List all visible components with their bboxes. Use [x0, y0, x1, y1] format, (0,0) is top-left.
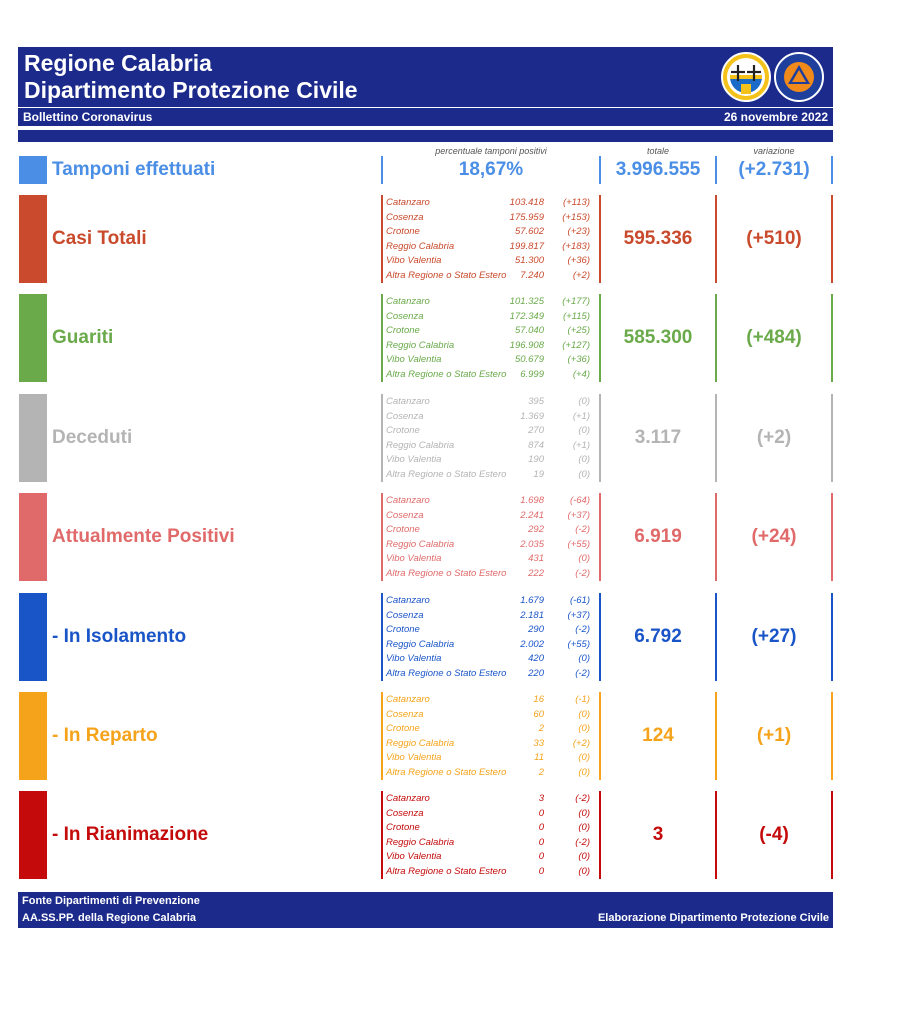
- bulletin-title: Bollettino Coronavirus: [23, 110, 153, 124]
- province-delta: (+37): [567, 509, 590, 521]
- province-delta: (+36): [567, 354, 590, 366]
- province-row: [386, 295, 596, 310]
- footer-asp: AA.SS.PP. della Regione Calabria: [22, 912, 197, 924]
- province-row: [386, 722, 596, 737]
- section-total: 595.336: [623, 228, 693, 249]
- province-delta: (-2): [575, 524, 590, 536]
- province-name: Altra Regione o Stato Estero: [386, 667, 507, 679]
- province-breakdown: [386, 395, 596, 483]
- province-name: Reggio Calabria: [386, 836, 455, 848]
- province-name: Crotone: [386, 624, 420, 636]
- province-breakdown: [386, 792, 596, 880]
- province-delta: (-2): [575, 624, 590, 636]
- province-delta: (+55): [567, 538, 590, 550]
- footer-source: Fonte Dipartimenti di Prevenzione: [22, 895, 200, 907]
- province-row: [386, 468, 596, 483]
- province-value: 2: [538, 723, 544, 735]
- province-name: Vibo Valentia: [386, 653, 442, 665]
- province-value: 874: [528, 439, 544, 451]
- province-row: [386, 638, 596, 653]
- province-row: [386, 737, 596, 752]
- province-delta: (+1): [572, 410, 590, 422]
- province-value: 60: [533, 708, 544, 720]
- section-label: Deceduti: [52, 427, 133, 448]
- province-delta: (-1): [575, 694, 590, 705]
- province-delta: (+113): [562, 197, 590, 208]
- province-name: Altra Regione o Stato Estero: [386, 368, 507, 380]
- province-row: [386, 594, 596, 609]
- province-delta: (0): [578, 752, 590, 764]
- section-total: 124: [642, 725, 674, 746]
- province-value: 1.698: [520, 495, 544, 506]
- province-delta: (0): [578, 468, 590, 480]
- province-name: Vibo Valentia: [386, 851, 442, 863]
- divider: [381, 493, 383, 581]
- province-breakdown: [386, 494, 596, 582]
- province-delta: (+177): [562, 296, 590, 307]
- province-row: [386, 494, 596, 509]
- province-name: Cosenza: [386, 509, 424, 521]
- section-label: - In Rianimazione: [52, 824, 209, 845]
- divider: [381, 294, 383, 382]
- province-delta: (+4): [572, 368, 590, 380]
- province-row: [386, 225, 596, 240]
- province-breakdown: [386, 594, 596, 682]
- province-value: 7.240: [520, 269, 544, 281]
- province-value: 292: [528, 524, 544, 536]
- province-row: [386, 395, 596, 410]
- section-variation: (+24): [751, 526, 797, 547]
- province-value: 57.602: [514, 226, 544, 238]
- province-delta: (+25): [567, 325, 590, 337]
- province-value: 51.300: [514, 255, 544, 267]
- province-row: [386, 240, 596, 255]
- province-value: 395: [528, 396, 544, 407]
- province-name: Altra Regione o Stato Estero: [386, 865, 507, 877]
- section-total: 3.117: [634, 427, 682, 448]
- section-swatch: [19, 593, 47, 681]
- province-delta: (-2): [575, 793, 590, 804]
- tamponi-percent: 18,67%: [458, 159, 524, 180]
- province-row: [386, 254, 596, 269]
- province-value: 6.999: [520, 368, 544, 380]
- province-name: Vibo Valentia: [386, 454, 442, 466]
- province-name: Catanzaro: [386, 694, 430, 705]
- province-row: [386, 836, 596, 851]
- province-row: [386, 693, 596, 708]
- province-delta: (+2): [572, 269, 590, 281]
- province-value: 175.959: [509, 211, 544, 223]
- province-name: Catanzaro: [386, 396, 430, 407]
- province-value: 19: [533, 468, 544, 480]
- province-name: Altra Regione o Stato Estero: [386, 468, 507, 480]
- province-delta: (0): [578, 723, 590, 735]
- province-row: [386, 807, 596, 822]
- province-name: Catanzaro: [386, 296, 430, 307]
- province-value: 101.325: [509, 296, 544, 307]
- province-delta: (-2): [575, 836, 590, 848]
- tamponi-swatch: [19, 156, 47, 184]
- province-delta: (0): [578, 865, 590, 877]
- province-name: Catanzaro: [386, 793, 430, 804]
- province-value: 420: [528, 653, 544, 665]
- divider: [831, 156, 833, 184]
- section-total: 6.792: [634, 626, 682, 647]
- province-name: Altra Regione o Stato Estero: [386, 269, 507, 281]
- province-value: 3: [538, 793, 544, 804]
- province-name: Crotone: [386, 524, 420, 536]
- province-name: Cosenza: [386, 410, 424, 422]
- province-name: Crotone: [386, 822, 420, 834]
- section-label: Attualmente Positivi: [52, 526, 235, 547]
- divider: [381, 791, 383, 879]
- province-delta: (0): [578, 708, 590, 720]
- province-row: [386, 424, 596, 439]
- province-value: 2: [538, 766, 544, 778]
- section-total: 6.919: [634, 526, 682, 547]
- province-name: Crotone: [386, 425, 420, 437]
- separator-bar: [18, 130, 833, 142]
- province-value: 290: [528, 624, 544, 636]
- province-value: 196.908: [509, 339, 544, 351]
- province-value: 270: [528, 425, 544, 437]
- province-delta: (+23): [567, 226, 590, 238]
- province-delta: (-64): [569, 495, 590, 506]
- province-name: Crotone: [386, 325, 420, 337]
- province-row: [386, 339, 596, 354]
- province-value: 2.035: [520, 538, 544, 550]
- province-delta: (+37): [567, 609, 590, 621]
- province-delta: (+55): [567, 638, 590, 650]
- total-column-header: totale: [646, 146, 670, 156]
- province-row: [386, 196, 596, 211]
- province-row: [386, 792, 596, 807]
- province-value: 50.679: [514, 354, 544, 366]
- province-row: [386, 269, 596, 284]
- province-delta: (0): [578, 851, 590, 863]
- province-name: Vibo Valentia: [386, 255, 442, 267]
- province-delta: (0): [578, 396, 590, 407]
- province-name: Reggio Calabria: [386, 240, 455, 252]
- section-swatch: [19, 394, 47, 482]
- logos: [721, 51, 825, 103]
- province-name: Cosenza: [386, 211, 424, 223]
- section-swatch: [19, 692, 47, 780]
- province-value: 33: [533, 737, 544, 749]
- department-title: Dipartimento Protezione Civile: [24, 77, 358, 103]
- calabria-crest-icon: [722, 53, 770, 101]
- province-row: [386, 211, 596, 226]
- province-delta: (+127): [562, 339, 590, 351]
- footer-banner: [18, 892, 833, 928]
- percent-column-header: percentuale tamponi positivi: [435, 146, 547, 156]
- province-breakdown: [386, 693, 596, 781]
- tamponi-variation: (+2.731): [738, 159, 810, 180]
- province-value: 57.040: [514, 325, 544, 337]
- province-row: [386, 667, 596, 682]
- divider: [381, 593, 383, 681]
- province-name: Cosenza: [386, 708, 424, 720]
- province-row: [386, 410, 596, 425]
- province-name: Vibo Valentia: [386, 553, 442, 565]
- province-row: [386, 821, 596, 836]
- province-name: Reggio Calabria: [386, 439, 455, 451]
- section-variation: (+510): [746, 228, 802, 249]
- province-row: [386, 439, 596, 454]
- variation-column-header: variazione: [753, 146, 795, 156]
- province-row: [386, 324, 596, 339]
- province-delta: (+115): [562, 310, 590, 322]
- province-name: Vibo Valentia: [386, 354, 442, 366]
- province-value: 222: [528, 567, 544, 579]
- divider: [381, 195, 383, 283]
- province-value: 431: [528, 553, 544, 565]
- province-name: Reggio Calabria: [386, 638, 455, 650]
- province-delta: (0): [578, 454, 590, 466]
- province-value: 190: [528, 454, 544, 466]
- province-delta: (+153): [562, 211, 590, 223]
- province-delta: (-2): [575, 567, 590, 579]
- province-row: [386, 609, 596, 624]
- province-value: 172.349: [509, 310, 544, 322]
- province-row: [386, 523, 596, 538]
- province-row: [386, 353, 596, 368]
- tamponi-label: Tamponi effettuati: [52, 159, 216, 180]
- province-delta: (+1): [572, 439, 590, 451]
- province-value: 2.241: [520, 509, 544, 521]
- province-name: Altra Regione o Stato Estero: [386, 567, 507, 579]
- province-delta: (+2): [572, 737, 590, 749]
- province-delta: (0): [578, 807, 590, 819]
- province-value: 0: [538, 836, 544, 848]
- province-value: 1.369: [520, 410, 544, 422]
- province-delta: (+36): [567, 255, 590, 267]
- footer-elaboration: Elaborazione Dipartimento Protezione Civile: [597, 912, 829, 924]
- section-label: - In Reparto: [52, 725, 158, 746]
- province-name: Cosenza: [386, 609, 424, 621]
- province-value: 0: [538, 807, 544, 819]
- section-swatch: [19, 294, 47, 382]
- province-value: 2.181: [520, 609, 544, 621]
- province-value: 199.817: [509, 240, 544, 252]
- province-name: Crotone: [386, 723, 420, 735]
- section-swatch: [19, 791, 47, 879]
- province-delta: (-61): [569, 595, 590, 606]
- province-row: [386, 766, 596, 781]
- section-variation: (+27): [751, 626, 797, 647]
- bulletin-date: 26 novembre 2022: [723, 110, 828, 124]
- province-value: 103.418: [509, 197, 544, 208]
- province-name: Vibo Valentia: [386, 752, 442, 764]
- province-row: [386, 652, 596, 667]
- province-row: [386, 368, 596, 383]
- section-swatch: [19, 493, 47, 581]
- province-row: [386, 552, 596, 567]
- section-variation: (+1): [756, 725, 792, 746]
- province-name: Catanzaro: [386, 495, 430, 506]
- province-delta: (0): [578, 766, 590, 778]
- province-row: [386, 751, 596, 766]
- province-name: Catanzaro: [386, 197, 430, 208]
- province-delta: (0): [578, 425, 590, 437]
- divider: [381, 394, 383, 482]
- province-name: Catanzaro: [386, 595, 430, 606]
- province-name: Cosenza: [386, 807, 424, 819]
- province-row: [386, 708, 596, 723]
- province-row: [386, 865, 596, 880]
- province-row: [386, 310, 596, 325]
- province-value: 1.679: [520, 595, 544, 606]
- header-banner: [18, 47, 833, 107]
- province-delta: (+183): [562, 240, 590, 252]
- province-row: [386, 567, 596, 582]
- province-value: 16: [533, 694, 544, 705]
- province-value: 0: [538, 865, 544, 877]
- province-breakdown: [386, 295, 596, 383]
- divider: [381, 692, 383, 780]
- province-name: Reggio Calabria: [386, 737, 455, 749]
- section-label: Guariti: [52, 327, 114, 348]
- section-variation: (+484): [746, 327, 802, 348]
- province-delta: (0): [578, 822, 590, 834]
- province-name: Cosenza: [386, 310, 424, 322]
- province-value: 220: [528, 667, 544, 679]
- province-delta: (0): [578, 653, 590, 665]
- province-breakdown: [386, 196, 596, 284]
- section-label: - In Isolamento: [52, 626, 187, 647]
- province-name: Reggio Calabria: [386, 339, 455, 351]
- tamponi-total: 3.996.555: [615, 159, 701, 180]
- section-label: Casi Totali: [52, 228, 147, 249]
- protezione-civile-icon: [775, 53, 823, 101]
- province-row: [386, 453, 596, 468]
- province-row: [386, 509, 596, 524]
- province-delta: (0): [578, 553, 590, 565]
- province-row: [386, 623, 596, 638]
- province-row: [386, 850, 596, 865]
- province-value: 0: [538, 822, 544, 834]
- section-total: 3: [652, 824, 664, 845]
- province-value: 0: [538, 851, 544, 863]
- province-name: Reggio Calabria: [386, 538, 455, 550]
- province-row: [386, 538, 596, 553]
- province-name: Altra Regione o Stato Estero: [386, 766, 507, 778]
- province-value: 11: [534, 752, 544, 764]
- section-variation: (+2): [756, 427, 792, 448]
- province-name: Crotone: [386, 226, 420, 238]
- province-delta: (-2): [575, 667, 590, 679]
- section-total: 585.300: [623, 327, 693, 348]
- section-variation: (-4): [759, 824, 789, 845]
- region-title: Regione Calabria: [24, 50, 212, 76]
- section-swatch: [19, 195, 47, 283]
- province-value: 2.002: [520, 638, 544, 650]
- bulletin-bar: [18, 108, 833, 126]
